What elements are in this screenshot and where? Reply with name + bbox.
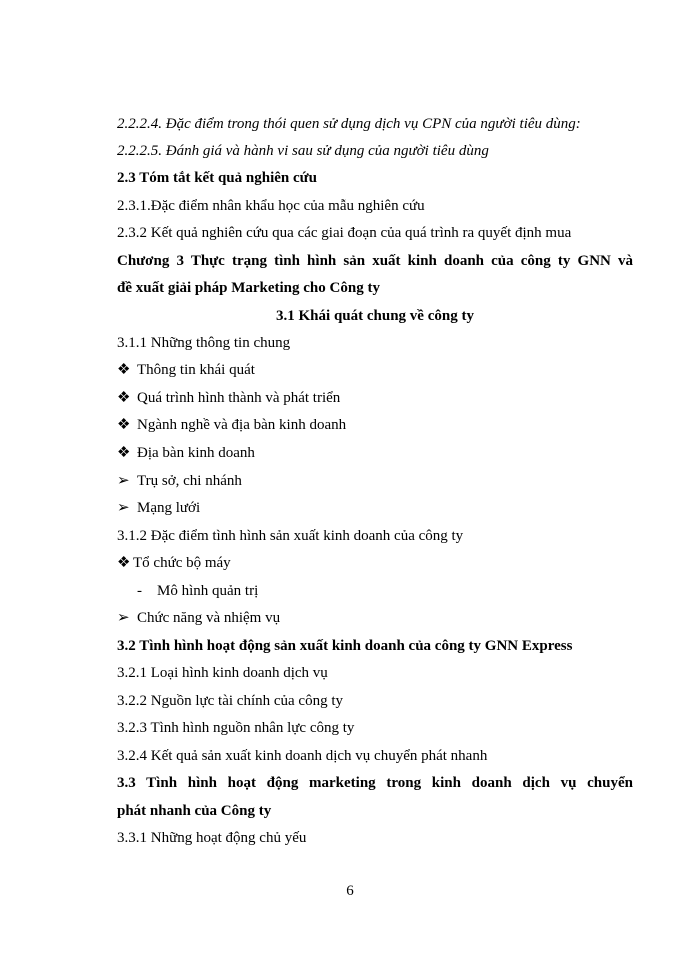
section-3-3-heading-line-1: 3.3 Tình hình hoạt động marketing trong kinh doanh dịch vụ chuyển — [117, 775, 633, 791]
toc-line-2-3-1: 2.3.1.Đặc điểm nhân khẩu học của mẫu nghiên cứu — [117, 198, 425, 214]
toc-line-3-3-1: 3.3.1 Những hoạt động chủ yếu — [117, 830, 307, 846]
toc-line-2-2-2-5: 2.2.2.5. Đánh giá và hành vi sau sử dụng của người tiêu dùng — [117, 143, 489, 159]
bullet-item — [117, 471, 242, 491]
diamond-bullet-icon: ❖ — [117, 390, 131, 406]
bullet-text: Thông tin khái quát — [137, 362, 255, 378]
chapter-3-title-line-1: Chương 3 Thực trạng tình hình sản xuất kinh doanh của công ty GNN và — [117, 253, 633, 269]
chapter-3-title-line-2: đề xuất giải pháp Marketing cho Công ty — [117, 280, 380, 296]
diamond-bullet-icon: ❖ — [117, 362, 131, 378]
section-3-1-heading: 3.1 Khái quát chung về công ty — [276, 308, 474, 324]
bullet-text: Địa bàn kinh doanh — [137, 445, 255, 461]
bullet-text: Mạng lưới — [137, 500, 201, 516]
toc-line-3-2-4: 3.2.4 Kết quả sản xuất kinh doanh dịch vụ chuyển phát nhanh — [117, 748, 488, 764]
diamond-bullet-icon: ❖ — [117, 445, 131, 461]
dash-bullet-icon: - — [137, 583, 142, 599]
bullet-item — [117, 443, 255, 463]
bullet-text: Tổ chức bộ máy — [133, 555, 231, 571]
bullet-item — [117, 415, 346, 435]
bullet-item — [117, 498, 200, 518]
bullet-text: Chức năng và nhiệm vụ — [137, 610, 281, 626]
toc-line-3-1-2: 3.1.2 Đặc điểm tình hình sản xuất kinh doanh của công ty — [117, 528, 464, 544]
bullet-item — [117, 388, 340, 408]
toc-line-3-2-3: 3.2.3 Tình hình nguồn nhân lực công ty — [117, 720, 355, 736]
diamond-bullet-icon: ❖ — [117, 555, 131, 571]
toc-line-3-2-2: 3.2.2 Nguồn lực tài chính của công ty — [117, 693, 343, 709]
bullet-text: Trụ sở, chi nhánh — [137, 473, 242, 489]
bullet-item — [117, 608, 280, 628]
section-3-3-heading-line-2: phát nhanh của Công ty — [117, 803, 272, 819]
toc-line-3-1-1: 3.1.1 Những thông tin chung — [117, 335, 291, 351]
bullet-item — [117, 553, 231, 573]
dash-item-text: Mô hình quản trị — [157, 583, 259, 599]
toc-line-2-3-2: 2.3.2 Kết quả nghiên cứu qua các giai đoạn của quá trình ra quyết định mua — [117, 225, 572, 241]
bullet-item — [117, 360, 255, 380]
arrow-bullet-icon: ➢ — [117, 473, 130, 489]
arrow-bullet-icon: ➢ — [117, 500, 130, 516]
dash-item — [137, 581, 258, 601]
toc-heading-2-3: 2.3 Tóm tắt kết quả nghiên cứu — [117, 170, 318, 186]
toc-line-3-2-1: 3.2.1 Loại hình kinh doanh dịch vụ — [117, 665, 328, 681]
arrow-bullet-icon: ➢ — [117, 610, 130, 626]
bullet-text: Quá trình hình thành và phát triển — [137, 390, 341, 406]
section-3-2-heading: 3.2 Tình hình hoạt động sản xuất kinh doanh của công ty GNN Express — [117, 638, 573, 654]
page-number: 6 — [346, 883, 354, 899]
toc-line-2-2-2-4: 2.2.2.4. Đặc điểm trong thói quen sử dụng dịch vụ CPN của người tiêu dùng: — [117, 116, 581, 132]
bullet-text: Ngành nghề và địa bàn kinh doanh — [137, 417, 347, 433]
diamond-bullet-icon: ❖ — [117, 417, 131, 433]
